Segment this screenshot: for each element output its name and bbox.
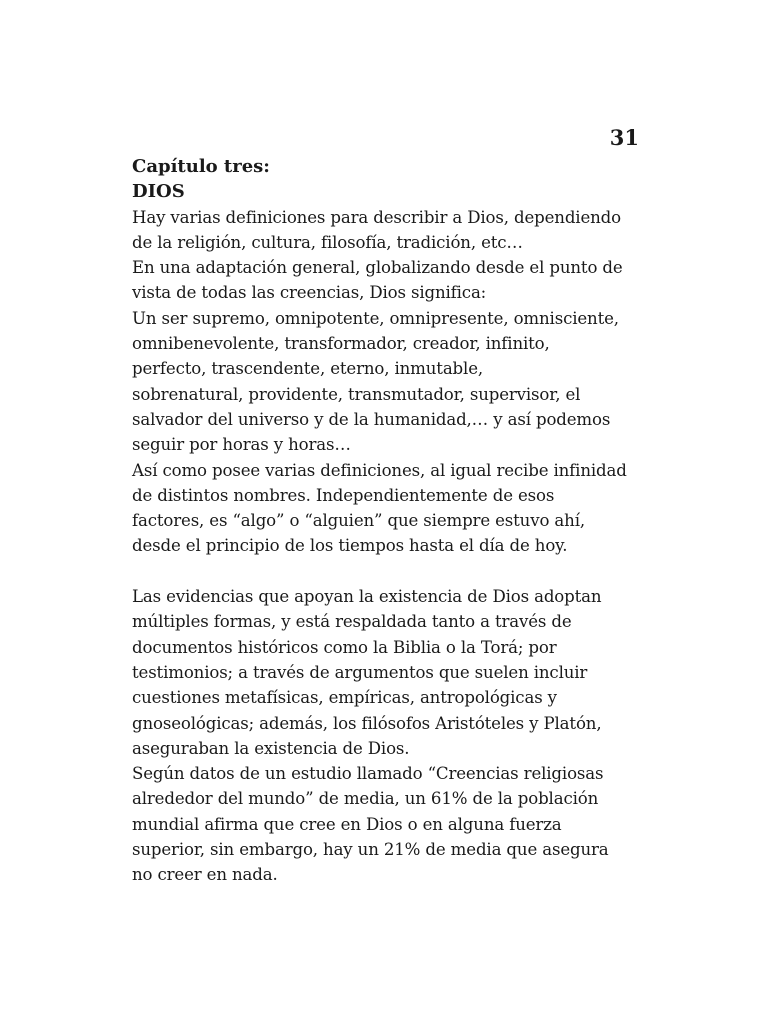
text-line: gnoseológicas; además, los filósofos Aristóteles y Platón, (132, 713, 602, 733)
chapter-title: DIOS (132, 181, 185, 203)
text-line: sobrenatural, providente, transmutador, supervisor, el (132, 384, 581, 404)
text-line: Hay varias definiciones para describir a Dios, dependiendo (132, 207, 621, 227)
paragraph-gap (132, 559, 642, 584)
chapter-label: Capítulo tres: (132, 156, 270, 177)
book-page (132, 122, 642, 888)
text-line: desde el principio de los tiempos hasta el día de hoy. (132, 536, 568, 556)
text-line: mundial afirma que cree en Dios o en alguna fuerza (132, 814, 562, 834)
text-line: seguir por horas y horas… (132, 435, 351, 455)
page-number: 31 (609, 125, 639, 150)
text-line: documentos históricos como la Biblia o la Torá; por (132, 637, 557, 657)
text-line: vista de todas las creencias, Dios significa: (132, 283, 487, 303)
text-line: salvador del universo y de la humanidad,… y así podemos (132, 409, 611, 429)
text-line: perfecto, trascendente, eterno, inmutable, (132, 359, 483, 379)
text-line: testimonios; a través de argumentos que suelen incluir (132, 662, 588, 682)
text-line: alrededor del mundo” de media, un 61% de la población (132, 789, 599, 809)
text-line: de distintos nombres. Independientemente de esos (132, 485, 555, 505)
text-line: factores, es “algo” o “alguien” que siempre estuvo ahí, (132, 511, 585, 531)
text-line: no creer en nada. (132, 865, 278, 885)
text-line: aseguraban la existencia de Dios. (132, 738, 410, 758)
text-line: En una adaptación general, globalizando desde el punto de (132, 258, 623, 278)
text-line: Las evidencias que apoyan la existencia de Dios adoptan (132, 587, 602, 607)
text-line: Así como posee varias definiciones, al igual recibe infinidad (132, 460, 627, 480)
text-line: múltiples formas, y está respaldada tanto a través de (132, 612, 572, 632)
text-line: superior, sin embargo, hay un 21% de media que asegura (132, 840, 609, 860)
text-line: de la religión, cultura, filosofía, tradición, etc… (132, 232, 523, 252)
text-line: omnibenevolente, transformador, creador, infinito, (132, 334, 550, 354)
text-line: cuestiones metafísicas, empíricas, antropológicas y (132, 688, 557, 708)
text-line: Un ser supremo, omnipotente, omnipresente, omnisciente, (132, 308, 619, 328)
text-line: Según datos de un estudio llamado “Creencias religiosas (132, 764, 604, 784)
body-text (132, 205, 642, 888)
